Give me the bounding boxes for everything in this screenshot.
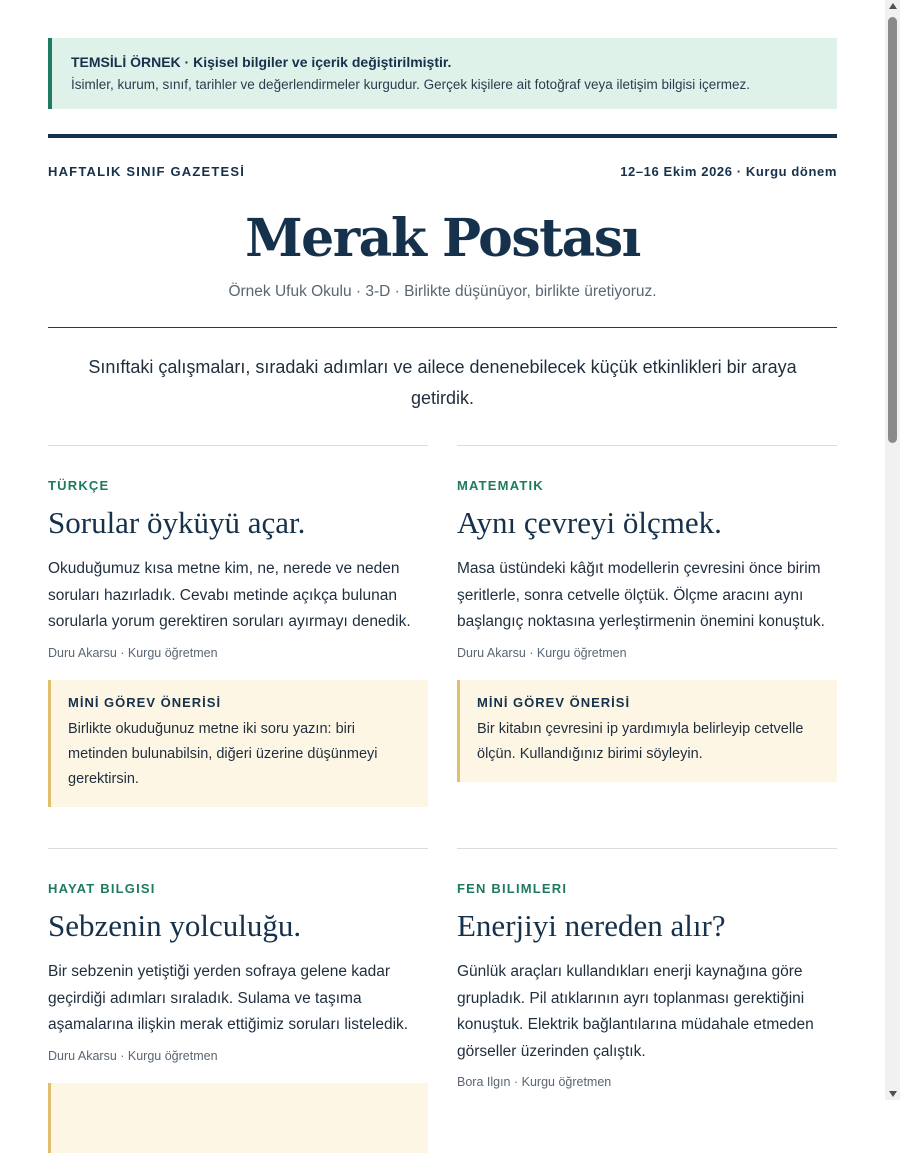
article-divider [457, 848, 837, 849]
masthead-title: Merak Postası [245, 208, 640, 269]
mini-task-text: Bir kitabın çevresini ip yardımıyla belirleyip cetvelle ölçün. Kullandığınız birimi söyleyin. [477, 720, 804, 762]
article-hayat-bilgisi [48, 848, 428, 1153]
scroll-down-arrow-icon[interactable] [889, 1091, 897, 1097]
article-body: Okuduğumuz kısa metne kim, ne, nerede ve neden soruları hazırladık. Cevabı metinde açıkça bulunan sorularla yorum gerektiren soruları ayırmayı denedik. [48, 560, 411, 630]
article-headline: Sorular öyküyü açar. [48, 505, 306, 540]
notice-text: İsimler, kurum, sınıf, tarihler ve değerlendirmeler kurgudur. Gerçek kişilere ait fotoğraf veya iletişim bilgisi içermez. [71, 77, 750, 92]
masthead-tagline: Örnek Ufuk Okulu · 3-D · Birlikte düşünüyor, birlikte üretiyoruz. [228, 283, 657, 300]
article-kicker: MATEMATIK [457, 478, 544, 493]
article-byline: Duru Akarsu · Kurgu öğretmen [457, 645, 627, 660]
article-kicker: FEN BILIMLERI [457, 881, 568, 896]
mini-task-title: MİNİ GÖREV ÖNERİSİ [477, 694, 631, 710]
mini-task-text: Birlikte okuduğunuz metne iki soru yazın: biri metinden bulunabilsin, diğeri üzerine düşünmeyi gerektirsin. [68, 720, 378, 787]
article-body: Günlük araçları kullandıkları enerji kaynağına göre grupladık. Pil atıklarının ayrı toplanması gerektiğini konuştuk. Elektrik bağlantılarına müdahale etmeden görseller üzerinden çalıştık. [457, 963, 814, 1060]
article-divider [48, 848, 428, 849]
article-kicker: TÜRKÇE [48, 478, 110, 493]
article-divider [457, 445, 837, 446]
masthead-top-rule [48, 134, 837, 138]
article-byline: Bora Ilgın · Kurgu öğretmen [457, 1075, 612, 1089]
article-kicker: HAYAT BILGISI [48, 881, 156, 896]
article-fen-bilimleri [457, 848, 837, 1089]
article-body: Masa üstündeki kâğıt modellerin çevresini önce birim şeritlerle, sonra cetvelle ölçtük. Ölçme aracını aynı başlangıç noktasına yerleştirmenin önemini konuştuk. [457, 560, 825, 630]
scrollbar-thumb[interactable] [888, 17, 897, 443]
intro-text: Sınıftaki çalışmaları, sıradaki adımları ve ailece denenebilecek küçük etkinlikleri bir araya getirdik. [88, 357, 797, 408]
article-headline: Enerjiyi nereden alır? [457, 908, 726, 943]
vertical-scrollbar[interactable] [885, 0, 900, 1100]
masthead-bottom-rule [48, 327, 837, 328]
publication-kind: HAFTALIK SINIF GAZETESİ [48, 164, 246, 179]
scroll-up-arrow-icon[interactable] [889, 3, 897, 9]
article-matematik [457, 445, 837, 782]
mini-task-title: MİNİ GÖREV ÖNERİSİ [68, 694, 222, 710]
article-body: Bir sebzenin yetiştiği yerden sofraya gelene kadar geçirdiği adımları sıraladık. Sulama ve taşıma aşamalarına ilişkin merak ettiğimiz soruları listeledik. [48, 963, 409, 1033]
article-byline: Duru Akarsu · Kurgu öğretmen [48, 1048, 218, 1063]
publication-dates: 12–16 Ekim 2026 · Kurgu dönem [620, 164, 837, 179]
newsletter-page [48, 38, 837, 1089]
sample-notice [48, 38, 837, 109]
article-headline: Sebzenin yolculuğu. [48, 908, 302, 943]
article-divider [48, 445, 428, 446]
notice-title: TEMSİLİ ÖRNEK · Kişisel bilgiler ve içerik değiştirilmiştir. [71, 54, 452, 70]
mini-task-box [457, 680, 837, 782]
mini-task-box [48, 680, 428, 807]
masthead-meta [48, 164, 837, 179]
article-headline: Aynı çevreyi ölçmek. [457, 505, 722, 540]
article-turkce [48, 445, 428, 807]
mini-task-box [48, 1083, 428, 1153]
article-byline: Duru Akarsu · Kurgu öğretmen [48, 645, 218, 660]
